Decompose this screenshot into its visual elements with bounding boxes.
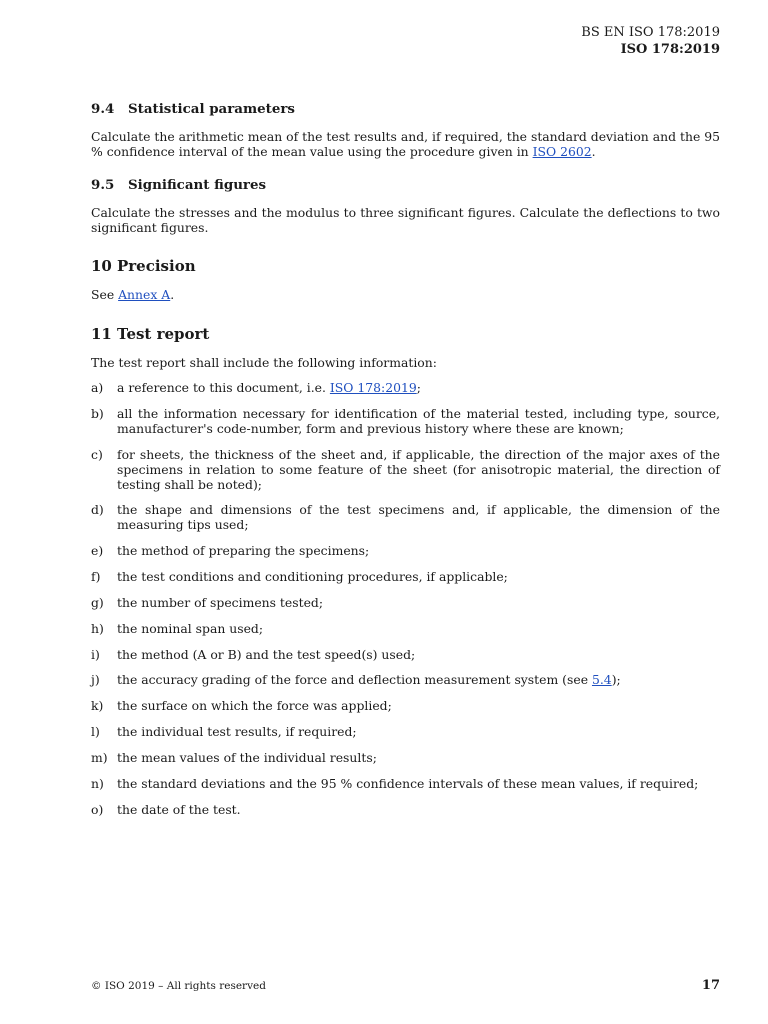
list-item-label: l) [91, 724, 100, 739]
list-item [91, 595, 720, 610]
page-footer [91, 978, 720, 996]
list-item-label: j) [91, 672, 100, 687]
document-page [91, 0, 720, 1024]
list-item-text: a reference to this document, i.e. ISO 178:2019; [117, 380, 421, 395]
section-title: Precision [117, 257, 196, 275]
list-item [91, 724, 720, 739]
list-item-label: f) [91, 569, 101, 584]
section-title: Significant figures [128, 177, 267, 193]
section-title: Test report [117, 325, 210, 343]
list-item-text: the individual test results, if required; [117, 724, 357, 739]
list-item-text: the test conditions and conditioning procedures, if applicable; [117, 569, 508, 584]
list-item-label: c) [91, 447, 103, 462]
list-item [91, 502, 720, 532]
list-item-label: b) [91, 406, 104, 421]
list-item-text: the accuracy grading of the force and deflection measurement system (see 5.4); [117, 672, 621, 687]
section-11-heading [91, 325, 209, 343]
list-item-label: i) [91, 647, 100, 662]
list-item-text: for sheets, the thickness of the sheet and, if applicable, the direction of the major axes of the specimens in relation to some feature of the sheet (for anisotropic material, the direction of testing shall be noted); [117, 447, 720, 492]
list-item [91, 543, 720, 558]
page-header [581, 24, 720, 58]
clause-5-4-link[interactable]: 5.4 [591, 672, 612, 687]
list-item-text: the standard deviations and the 95 % confidence intervals of these mean values, if required; [117, 776, 699, 791]
list-item-label: o) [91, 802, 104, 817]
list-item [91, 647, 720, 662]
section-number: 10 [91, 257, 112, 275]
list-item-text: all the information necessary for identification of the material tested, including type, source, manufacturer's code-number, form and previous history where these are known; [117, 406, 720, 436]
list-item-label: h) [91, 621, 104, 636]
list-item-text: the mean values of the individual results; [117, 750, 377, 765]
copyright-notice: © ISO 2019 – All rights reserved [91, 980, 266, 992]
list-item [91, 672, 720, 687]
section-9-4-heading [91, 101, 295, 117]
section-10-paragraph [91, 287, 720, 302]
list-item-text: the date of the test. [117, 802, 241, 817]
list-item [91, 776, 720, 791]
list-item-text: the nominal span used; [117, 621, 264, 636]
list-item [91, 447, 720, 492]
page-number: 17 [701, 978, 720, 993]
section-9-5-heading [91, 177, 266, 193]
paragraph-text: See [91, 287, 119, 302]
section-9-5-paragraph: Calculate the stresses and the modulus to three significant figures. Calculate the deflections to two significant figures. [91, 205, 720, 235]
list-item-label: e) [91, 543, 104, 558]
list-item-label: m) [91, 750, 108, 765]
list-item-text: the shape and dimensions of the test specimens and, if applicable, the dimension of the measuring tips used; [117, 502, 720, 532]
list-item [91, 621, 720, 636]
list-item-text: the surface on which the force was applied; [117, 698, 392, 713]
section-10-heading [91, 257, 196, 275]
paragraph-text: . [591, 144, 596, 159]
list-item [91, 802, 720, 817]
list-item [91, 569, 720, 584]
section-number: 9.5 [91, 177, 115, 193]
paragraph-text: Calculate the arithmetic mean of the test results and, if required, the standard deviation and the 95 % confidence interval of the mean value using the procedure given in [91, 129, 720, 159]
list-item-label: a) [91, 380, 104, 395]
list-item-label: k) [91, 698, 104, 713]
list-item-label: g) [91, 595, 104, 610]
section-11-intro: The test report shall include the following information: [91, 355, 437, 370]
section-title: Statistical parameters [128, 101, 295, 117]
list-item-label: n) [91, 776, 104, 791]
section-9-4-paragraph [91, 129, 720, 159]
paragraph-text: . [170, 287, 175, 302]
section-number: 11 [91, 325, 112, 343]
header-standard-iso: ISO 178:2019 [620, 42, 720, 57]
list-item [91, 406, 720, 436]
list-item [91, 698, 720, 713]
iso-178-link[interactable]: ISO 178:2019 [329, 380, 417, 395]
header-standard-bs-en: BS EN ISO 178:2019 [581, 25, 720, 40]
list-item [91, 750, 720, 765]
iso-2602-link[interactable]: ISO 2602 [532, 144, 592, 159]
list-item-text: the number of specimens tested; [117, 595, 324, 610]
list-item [91, 380, 720, 395]
list-item-label: d) [91, 502, 104, 517]
annex-a-link[interactable]: Annex A [118, 287, 171, 302]
section-number: 9.4 [91, 101, 115, 117]
list-item-text: the method (A or B) and the test speed(s) used; [117, 647, 416, 662]
list-item-text: the method of preparing the specimens; [117, 543, 370, 558]
